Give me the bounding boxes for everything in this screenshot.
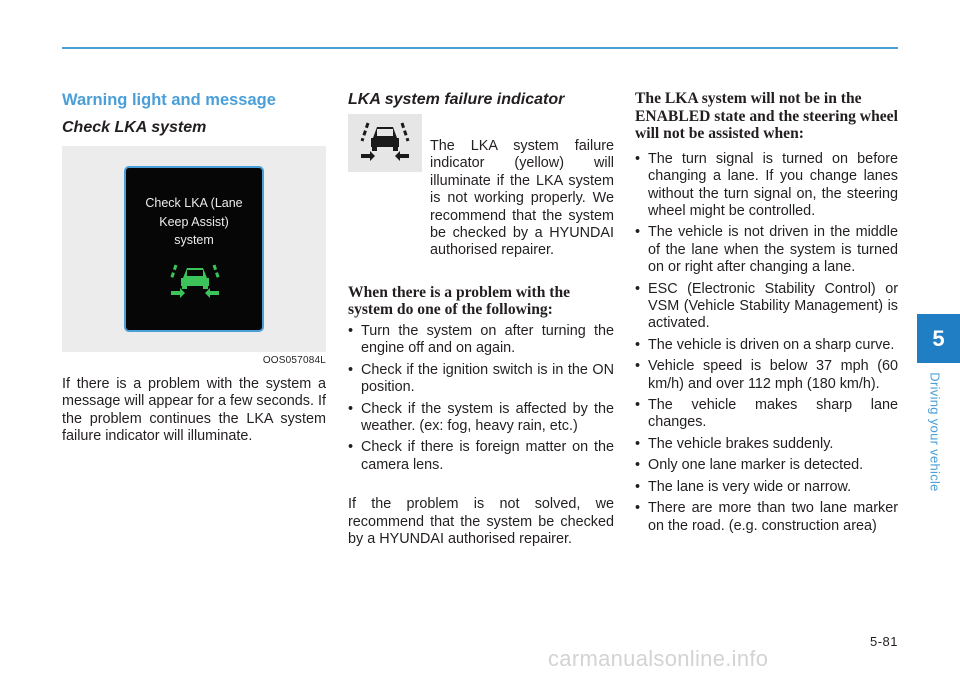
list-item: • Check if there is foreign matter on the camera lens. [348, 439, 614, 474]
lka-failure-indicator-icon [358, 120, 412, 166]
list-item: • The vehicle makes sharp lane changes. [635, 397, 898, 432]
left-column [62, 90, 326, 446]
chapter-tab: 5 [917, 314, 960, 363]
section-title: Warning light and message [62, 91, 276, 109]
list-item: • There are more than two lane marker on the road. (e.g. construction area) [635, 500, 898, 535]
failure-indicator-title: LKA system failure indicator [348, 91, 565, 108]
failure-indicator-icon-box [348, 114, 422, 172]
cluster-message-figure [62, 146, 326, 352]
lka-green-icon [168, 261, 222, 301]
display-line-3: system [174, 233, 214, 247]
list-item: • The vehicle is not driven in the middle of the lane when the system is turned on or right after changing a lane. [635, 224, 898, 276]
list-item: • Check if the system is affected by the weather. (ex: fog, heavy rain, etc.) [348, 401, 614, 436]
figure-code: OOS057084L [262, 355, 326, 366]
sub-title-check-lka: Check LKA system [62, 119, 207, 136]
display-line-2: Keep Assist) [159, 214, 229, 229]
list-item: • ESC (Electronic Stability Control) or VSM (Vehicle Stability Management) is activated. [635, 281, 898, 333]
list-item: • Vehicle speed is below 37 mph (60 km/h) and over 112 mph (180 km/h). [635, 358, 898, 393]
problem-steps-list [348, 323, 614, 474]
watermark: carmanualsonline.info [548, 646, 769, 671]
list-item: • Check if the ignition switch is in the ON position. [348, 362, 614, 397]
list-item: • The lane is very wide or narrow. [635, 479, 898, 496]
middle-column [348, 90, 614, 549]
cluster-display [124, 166, 264, 332]
indicator-paragraph: The LKA system failure indicator (yellow) will illuminate if the LKA system is not working properly. We recommend that the system be checked by a HYUNDAI authorised repairer. [430, 138, 614, 259]
list-item: • The turn signal is turned on before changing a lane. If you change lanes without the turn signal on, the steering wheel might be controlled. [635, 151, 898, 221]
list-item: • The vehicle brakes suddenly. [635, 436, 898, 453]
warning-paragraph: If there is a problem with the system a message will appear for a few seconds. If the problem continues the LKA system failure indicator will illuminate. [62, 376, 326, 445]
list-item: • The vehicle is driven on a sharp curve. [635, 337, 898, 354]
chapter-label: Driving your vehicle [927, 372, 943, 492]
problem-heading: When there is a problem with the system do one of the following: [348, 283, 571, 319]
not-enabled-conditions-list [635, 151, 898, 535]
closing-paragraph: If the problem is not solved, we recommend that the system be checked by a HYUNDAI authorised repairer. [348, 496, 614, 548]
not-enabled-heading: The LKA system will not be in the ENABLED state and the steering wheel will not be assisted when: [635, 90, 898, 143]
display-message [126, 194, 262, 250]
header-rule [62, 47, 898, 49]
list-item: • Turn the system on after turning the engine off and on again. [348, 323, 614, 358]
display-line-1: Check LKA (Lane [145, 196, 243, 210]
list-item: • Only one lane marker is detected. [635, 457, 898, 474]
right-column [635, 90, 898, 539]
page-number: 5-81 [869, 634, 898, 649]
